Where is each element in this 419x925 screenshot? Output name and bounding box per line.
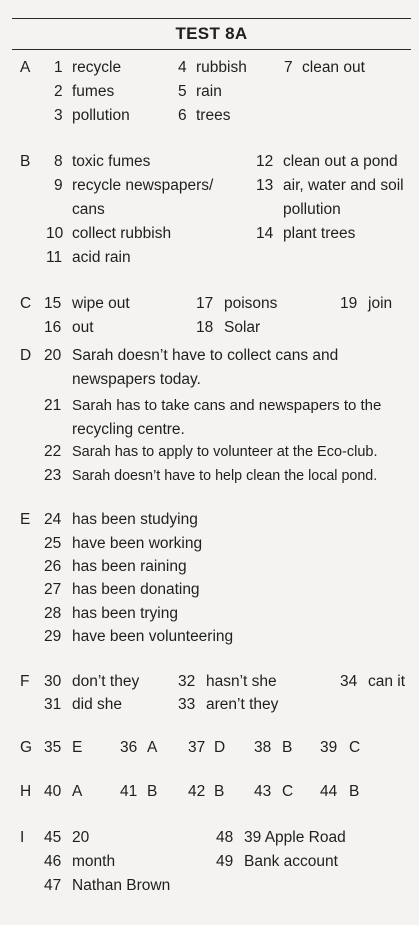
item-number: 2: [54, 83, 63, 100]
item-number: 45: [44, 829, 62, 846]
section-letter-h: H: [20, 783, 32, 800]
item-number: 41: [120, 783, 138, 800]
section-letter-b: B: [20, 153, 31, 170]
answer-text: Bank account: [244, 853, 338, 870]
answer-text: Sarah doesn’t have to collect cans and: [72, 347, 339, 364]
answer-text: A: [72, 783, 83, 800]
answer-text: have been volunteering: [72, 628, 234, 645]
item-number: 26: [44, 558, 62, 575]
item-number: 47: [44, 877, 62, 894]
answer-text: 20: [72, 829, 90, 846]
answer-text: can it: [368, 673, 406, 690]
item-number: 6: [178, 107, 187, 124]
answer-text: don’t they: [72, 673, 140, 690]
item-number: 44: [320, 783, 338, 800]
answer-text: recycle: [72, 59, 122, 76]
item-number: 46: [44, 853, 62, 870]
answer-text: trees: [196, 107, 231, 124]
answer-text: Sarah has to apply to volunteer at the Eco-club.: [72, 444, 378, 460]
answer-text: has been raining: [72, 558, 187, 575]
item-number: 34: [340, 673, 358, 690]
answer-text: has been trying: [72, 605, 178, 622]
item-number: 16: [44, 319, 62, 336]
section-letter-g: G: [20, 739, 33, 756]
answer-text: C: [282, 783, 294, 800]
answer-text: pollution: [283, 201, 341, 218]
answer-text: C: [349, 739, 361, 756]
answer-text: poisons: [224, 295, 278, 312]
answer-text: hasn’t she: [206, 673, 277, 690]
answer-text: B: [147, 783, 158, 800]
item-number: 23: [44, 467, 62, 484]
answer-text: B: [214, 783, 225, 800]
item-number: 37: [188, 739, 206, 756]
section-letter-a: A: [20, 59, 31, 76]
item-number: 25: [44, 535, 62, 552]
answer-text: rain: [196, 83, 222, 100]
item-number: 21: [44, 397, 62, 414]
item-number: 29: [44, 628, 62, 645]
answer-text: aren’t they: [206, 696, 279, 713]
answer-text: recycle newspapers/: [72, 177, 214, 194]
item-number: 33: [178, 696, 196, 713]
section-letter-f: F: [20, 673, 30, 690]
item-number: 42: [188, 783, 206, 800]
item-number: 17: [196, 295, 214, 312]
item-number: 8: [54, 153, 63, 170]
answer-text: A: [147, 739, 158, 756]
answer-text: Sarah doesn’t have to help clean the local pond.: [72, 468, 378, 484]
answer-text: Solar: [224, 319, 261, 336]
answer-text: have been working: [72, 535, 203, 552]
item-number: 40: [44, 783, 62, 800]
answer-text: collect rubbish: [72, 225, 172, 242]
answer-text: join: [368, 295, 393, 312]
answer-text: out: [72, 319, 94, 336]
item-number: 1: [54, 59, 63, 76]
item-number: 15: [44, 295, 62, 312]
answer-text: B: [349, 783, 360, 800]
answer-text: E: [72, 739, 83, 756]
answer-text: air, water and soil: [283, 177, 404, 194]
item-number: 5: [178, 83, 187, 100]
section-letter-c: C: [20, 295, 32, 312]
answer-text: month: [72, 853, 116, 870]
item-number: 19: [340, 295, 358, 312]
item-number: 20: [44, 347, 62, 364]
answer-text: has been studying: [72, 511, 198, 528]
item-number: 13: [256, 177, 274, 194]
item-number: 10: [46, 225, 64, 242]
answer-text: Sarah has to take cans and newspapers to the: [72, 397, 382, 414]
item-number: 35: [44, 739, 62, 756]
item-number: 4: [178, 59, 187, 76]
item-number: 7: [284, 59, 293, 76]
answer-text: has been donating: [72, 581, 200, 598]
answer-text: D: [214, 739, 226, 756]
item-number: 14: [256, 225, 274, 242]
item-number: 9: [54, 177, 63, 194]
item-number: 24: [44, 511, 62, 528]
answer-text: Nathan Brown: [72, 877, 171, 894]
page-title: TEST 8A: [12, 18, 411, 50]
item-number: 49: [216, 853, 234, 870]
item-number: 11: [46, 249, 63, 266]
answer-text: rubbish: [196, 59, 247, 76]
item-number: 38: [254, 739, 272, 756]
item-number: 18: [196, 319, 214, 336]
answer-text: clean out: [302, 59, 365, 76]
section-letter-e: E: [20, 511, 31, 528]
answer-text: pollution: [72, 107, 130, 124]
section-letter-d: D: [20, 347, 32, 364]
answer-text: toxic fumes: [72, 153, 151, 170]
answer-text: did she: [72, 696, 122, 713]
answer-text: wipe out: [72, 295, 130, 312]
item-number: 43: [254, 783, 272, 800]
section-letter-i: I: [20, 829, 25, 846]
answer-text: newspapers today.: [72, 371, 201, 388]
item-number: 48: [216, 829, 234, 846]
item-number: 30: [44, 673, 62, 690]
item-number: 28: [44, 605, 62, 622]
answer-text: acid rain: [72, 249, 131, 266]
answer-text: cans: [72, 201, 105, 218]
item-number: 36: [120, 739, 138, 756]
answer-text: 39 Apple Road: [244, 829, 346, 846]
answer-text: fumes: [72, 83, 115, 100]
item-number: 12: [256, 153, 274, 170]
item-number: 32: [178, 673, 196, 690]
item-number: 39: [320, 739, 338, 756]
item-number: 27: [44, 581, 62, 598]
answer-text: clean out a pond: [283, 153, 398, 170]
item-number: 3: [54, 107, 63, 124]
answer-text: plant trees: [283, 225, 356, 242]
item-number: 22: [44, 443, 62, 460]
answer-text: recycling centre.: [72, 421, 185, 438]
item-number: 31: [44, 696, 62, 713]
answer-text: B: [282, 739, 293, 756]
